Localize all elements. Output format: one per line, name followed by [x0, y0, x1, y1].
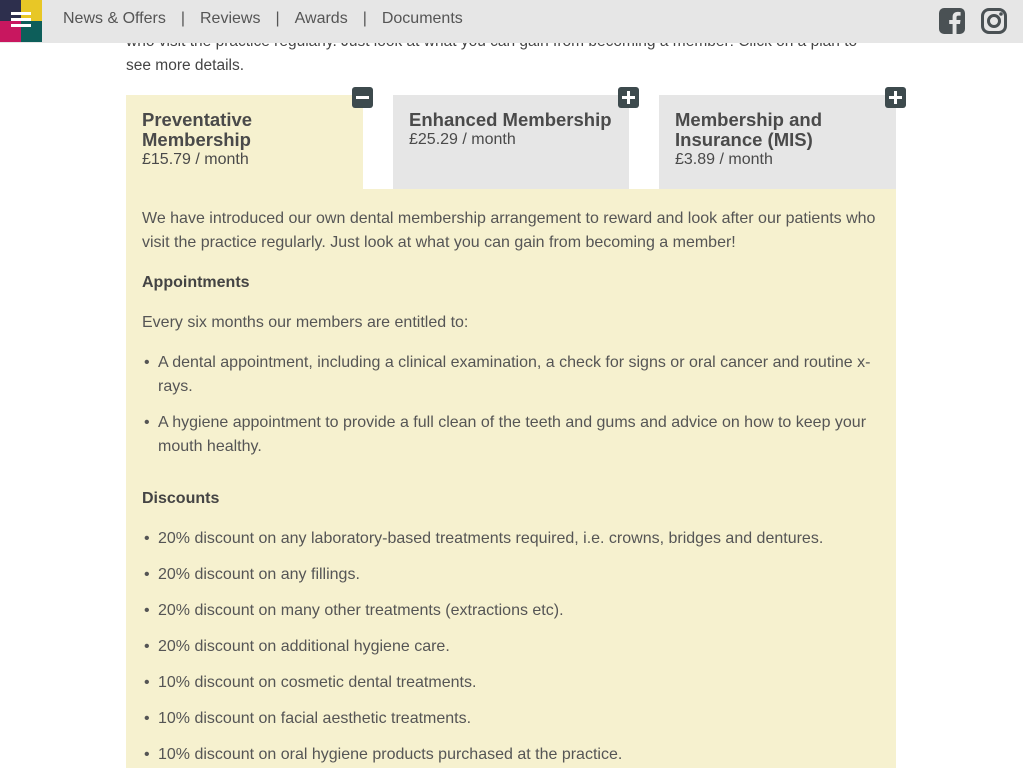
plan-details-panel — [126, 189, 896, 768]
list-item: • 20% discount on any fillings. — [142, 563, 880, 587]
tab-mis[interactable] — [659, 95, 896, 189]
top-nav — [63, 10, 463, 28]
discounts-heading: Discounts — [142, 490, 220, 507]
list-item: • A dental appointment, including a clinical examination, a check for signs or oral cancer and routine x-rays. — [142, 351, 880, 399]
list-item: • 10% discount on oral hygiene products purchased at the practice. — [142, 743, 880, 767]
expand-icon[interactable] — [618, 87, 639, 108]
tab-price: £3.89 / month — [675, 151, 773, 168]
list-item: • 10% discount on cosmetic dental treatments. — [142, 671, 880, 695]
expand-icon[interactable] — [885, 87, 906, 108]
list-item: • 20% discount on any laboratory-based treatments required, i.e. crowns, bridges and dentures. — [142, 527, 880, 551]
hamburger-icon — [11, 12, 31, 30]
menu-button[interactable] — [0, 0, 42, 42]
panel-intro: We have introduced our own dental membership arrangement to reward and look after our patients who visit the practice regularly. Just look at what you can gain from becoming a member! — [142, 210, 876, 251]
tab-preventative[interactable] — [126, 95, 363, 191]
facebook-icon[interactable] — [938, 7, 966, 35]
nav-awards[interactable]: Awards — [294, 10, 348, 27]
collapse-icon[interactable] — [352, 87, 373, 108]
list-item: • A hygiene appointment to provide a full clean of the teeth and gums and advice on how to keep your mouth healthy. — [142, 411, 880, 459]
appointments-heading: Appointments — [142, 274, 250, 291]
instagram-icon[interactable] — [980, 7, 1008, 35]
list-item: • 20% discount on many other treatments (extractions etc). — [142, 599, 880, 623]
tab-price: £25.29 / month — [409, 131, 516, 148]
tab-enhanced[interactable] — [393, 95, 629, 189]
intro-text: see more details. — [126, 57, 245, 74]
discounts-list — [142, 527, 880, 767]
nav-separator: | — [362, 10, 367, 27]
nav-documents[interactable]: Documents — [381, 10, 463, 27]
tab-title: Preventative Membership — [142, 109, 253, 150]
tab-price: £15.79 / month — [142, 151, 249, 168]
nav-separator: | — [275, 10, 280, 27]
list-item: • 20% discount on additional hygiene care. — [142, 635, 880, 659]
top-bar — [0, 0, 1023, 43]
nav-news-offers[interactable]: News & Offers — [63, 10, 166, 27]
appointments-lead: Every six months our members are entitled to: — [142, 314, 469, 331]
appointments-list — [142, 351, 880, 459]
nav-separator: | — [180, 10, 185, 27]
list-item: • 10% discount on facial aesthetic treatments. — [142, 707, 880, 731]
nav-reviews[interactable]: Reviews — [200, 10, 261, 27]
tab-title: Enhanced Membership — [409, 109, 612, 130]
tab-title: Membership and Insurance (MIS) — [675, 109, 822, 150]
